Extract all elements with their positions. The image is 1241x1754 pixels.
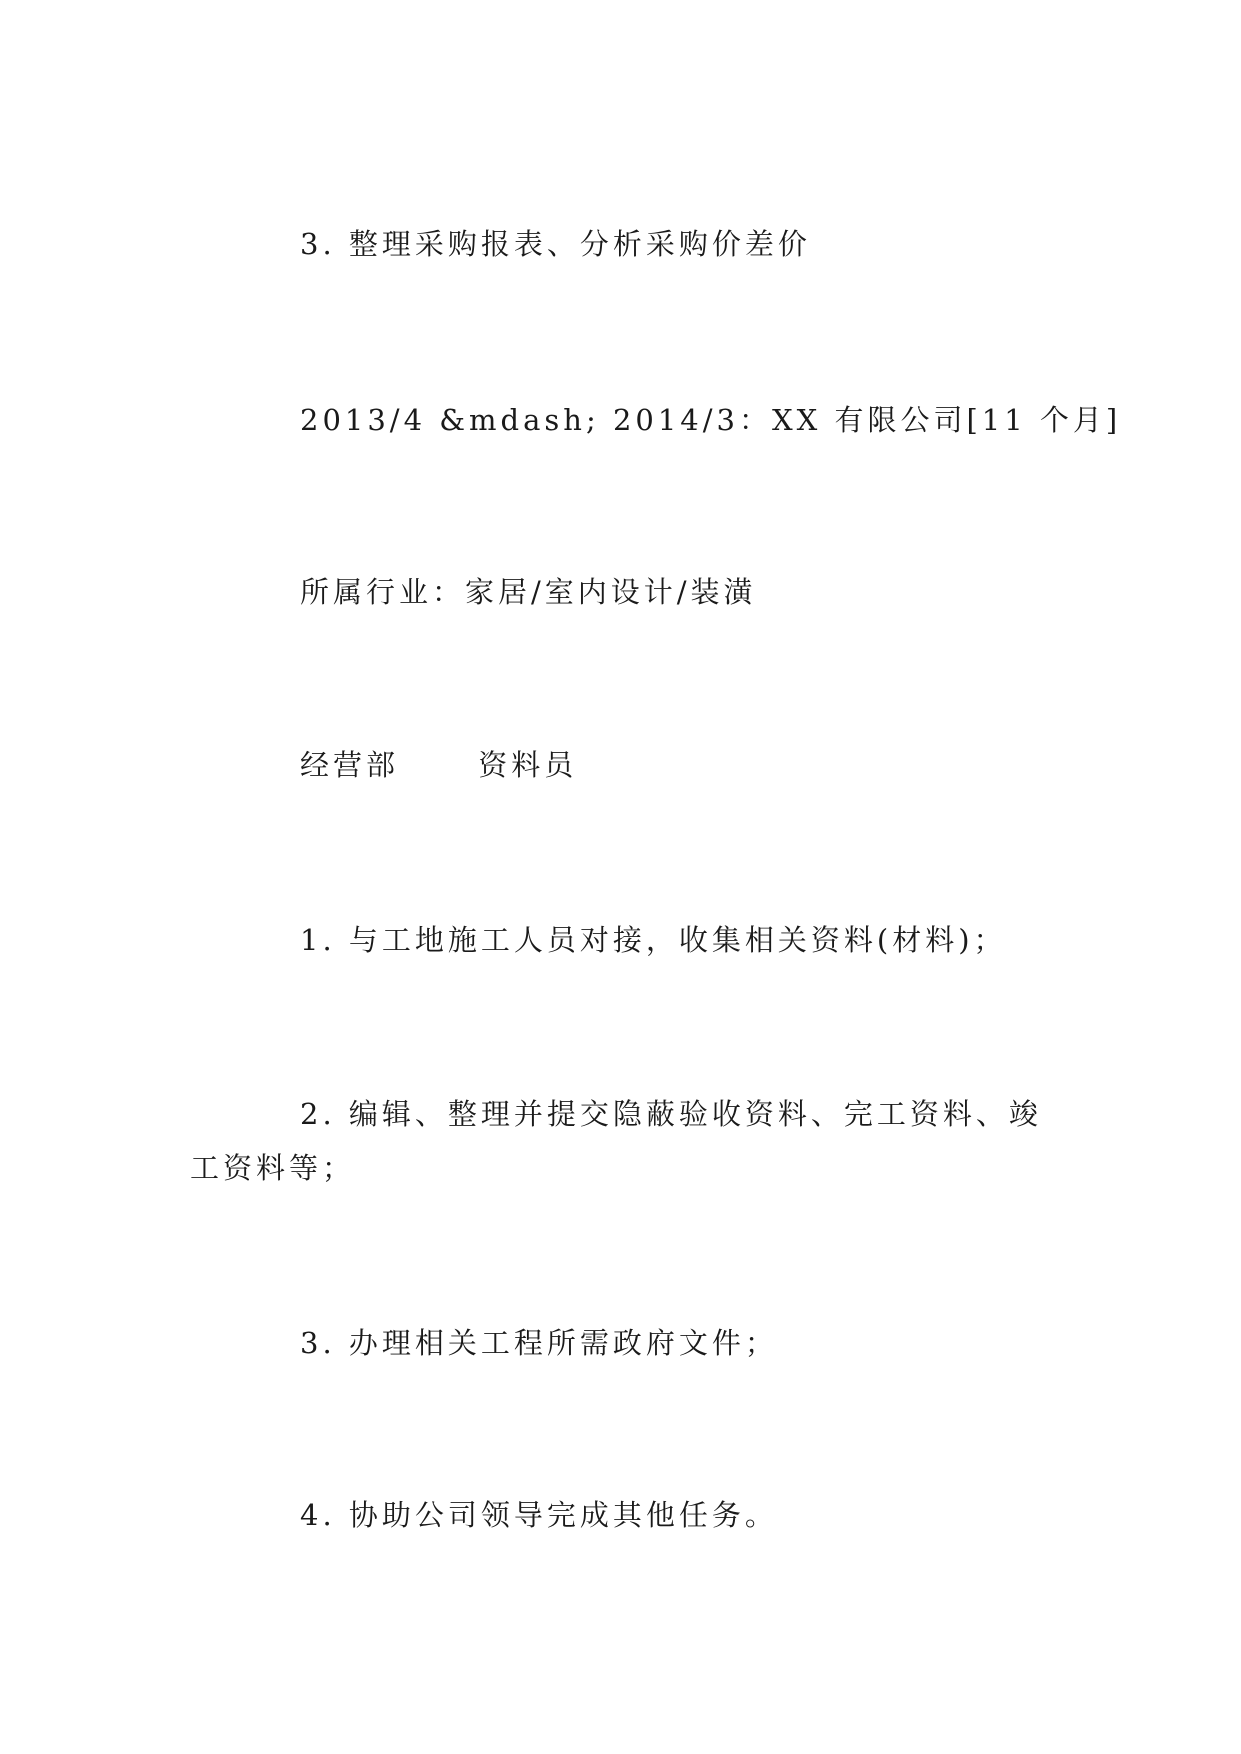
employment-period: 2013/4 &mdash; 2014/3：XX 有限公司[11 个月] <box>300 403 1122 437</box>
department-position: 经营部 资料员 <box>300 748 578 782</box>
duty-item-2: 2. 编辑、整理并提交隐蔽验收资料、完工资料、竣 <box>300 1097 1042 1131</box>
duty-item-1: 1. 与工地施工人员对接，收集相关资料(材料)； <box>300 923 1007 957</box>
industry-line: 所属行业：家居/室内设计/装潢 <box>300 575 757 609</box>
duty-item-2-continuation: 工资料等； <box>190 1151 356 1185</box>
duty-item-3-purchasing: 3. 整理采购报表、分析采购价差价 <box>300 227 811 261</box>
duty-item-4: 4. 协助公司领导完成其他任务。 <box>300 1498 778 1532</box>
duty-item-3: 3. 办理相关工程所需政府文件； <box>300 1326 778 1360</box>
